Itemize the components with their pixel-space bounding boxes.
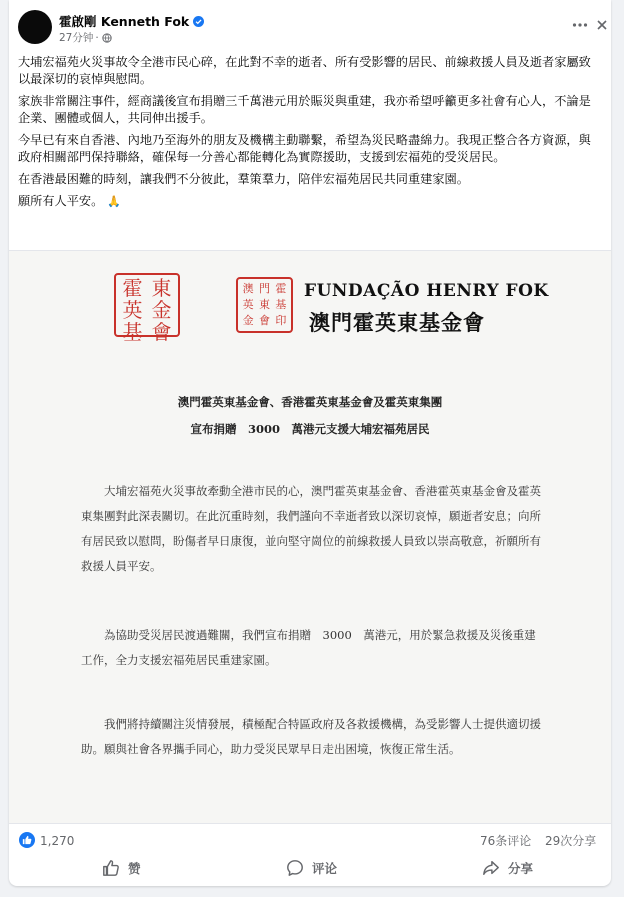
seal-char: 門 — [258, 282, 270, 295]
seal-char: 會 — [151, 320, 172, 344]
post-header — [9, 0, 611, 52]
share-button[interactable] — [482, 853, 533, 883]
document-paragraph: 為協助受災居民渡過難關，我們宣布捐贈 3000 萬港元，用於緊急救援及災後重建工作，全力支援宏福苑居民重建家園。 — [81, 628, 536, 667]
post-meta — [59, 30, 112, 45]
like-button[interactable] — [102, 853, 141, 883]
seal-char: 金 — [242, 314, 254, 327]
author-name[interactable]: 霍啟剛 Kenneth Fok — [59, 14, 190, 29]
seal-char: 英 — [122, 298, 143, 322]
thumbs-up-icon — [102, 859, 120, 877]
document-subtitle: 宣布捐贈 3000 萬港元支援大埔宏福苑居民 — [190, 422, 430, 436]
close-icon — [596, 19, 608, 31]
close-post-button[interactable] — [591, 14, 611, 36]
foundation-name-cn: 澳門霍英東基金會 — [309, 310, 485, 335]
post-paragraph: 在香港最困難的時刻，讓我們不分彼此，羣策羣力，陪伴宏福苑居民共同重建家園。 — [18, 172, 469, 186]
seal-char: 英 — [242, 298, 254, 311]
seal-left-logo — [114, 273, 180, 344]
like-count[interactable]: 1,270 — [40, 834, 75, 848]
seal-right-logo — [236, 277, 293, 333]
comment-button[interactable] — [286, 853, 337, 883]
post-card — [9, 0, 611, 886]
seal-char: 霍 — [122, 276, 143, 300]
seal-char: 金 — [151, 298, 172, 322]
author-avatar[interactable] — [18, 10, 52, 44]
thumbs-up-reaction-icon[interactable] — [19, 832, 35, 848]
post-paragraph: 今早已有來自香港、內地乃至海外的朋友及機構主動聯繫，希望為災民略盡綿力。我現正整合各方資源，與政府相關部門保持聯絡，確保每一分善心都能轉化為實際援助，支援到宏福苑的受災居民。 — [18, 133, 591, 164]
document-title: 澳門霍英東基金會、香港霍英東基金會及霍英東集團 — [177, 395, 443, 409]
share-arrow-icon — [482, 859, 500, 877]
post-image[interactable] — [9, 250, 611, 824]
comment-count[interactable]: 76条评论 — [480, 834, 532, 848]
comment-label: 评论 — [312, 861, 338, 876]
praying-hands-emoji: 🙏 — [107, 195, 121, 208]
verified-badge-icon — [193, 16, 204, 27]
seal-char: 基 — [122, 320, 143, 344]
seal-char: 東 — [258, 298, 270, 311]
comment-bubble-icon — [286, 859, 304, 877]
post-paragraph: 大埔宏福苑火災事故令全港市民心碎，在此對不幸的逝者、所有受影響的居民、前線救援人員及逝者家屬致以最深切的哀悼與慰問。 — [18, 55, 591, 86]
share-count[interactable]: 29次分享 — [545, 834, 597, 848]
globe-icon — [102, 33, 112, 43]
seal-char: 東 — [151, 276, 172, 300]
seal-char: 基 — [275, 298, 287, 311]
post-paragraph: 家族非常關注事件，經商議後宣布捐贈三千萬港元用於賑災與重建，我亦希望呼籲更多社會有心人，不論是企業、團體或個人，共同伸出援手。 — [18, 94, 591, 125]
post-closing — [18, 193, 602, 210]
seal-char: 霍 — [275, 282, 287, 295]
post-timestamp[interactable]: 27分钟 — [59, 32, 94, 44]
document-paragraph: 大埔宏福苑火災事故牽動全港市民的心，澳門霍英東基金會、香港霍英東基金會及霍英東集團對此深表關切。在此沉重時刻，我們謹向不幸逝者致以深切哀悼，願逝者安息；向所有居民致以慰問，盼傷者早日康復，並向堅守崗位的前線救援人員致以崇高敬意，祈願所有救援人員平安。 — [81, 484, 541, 573]
share-label: 分享 — [508, 861, 534, 876]
closing-text: 願所有人平安。 — [18, 194, 104, 208]
seal-char: 澳 — [242, 282, 254, 295]
author-name-row — [59, 12, 204, 30]
seal-char: 印 — [275, 314, 287, 327]
more-dots-icon — [572, 22, 588, 28]
engagement-stats — [9, 824, 611, 854]
document-paragraph: 我們將持續關注災情發展，積極配合特區政府及各救援機構，為受影響人士提供適切援助。願與社會各界攜手同心，助力受災民眾早日走出困境，恢復正常生活。 — [81, 717, 541, 756]
action-bar — [9, 853, 611, 885]
seal-char: 會 — [258, 314, 270, 327]
foundation-name-en: FUNDAÇÃO HENRY FOK — [304, 281, 549, 301]
like-label: 赞 — [128, 861, 141, 876]
post-text — [18, 54, 602, 215]
announcement-document — [9, 251, 611, 823]
more-options-button[interactable] — [569, 14, 591, 36]
meta-separator: · — [95, 31, 99, 44]
